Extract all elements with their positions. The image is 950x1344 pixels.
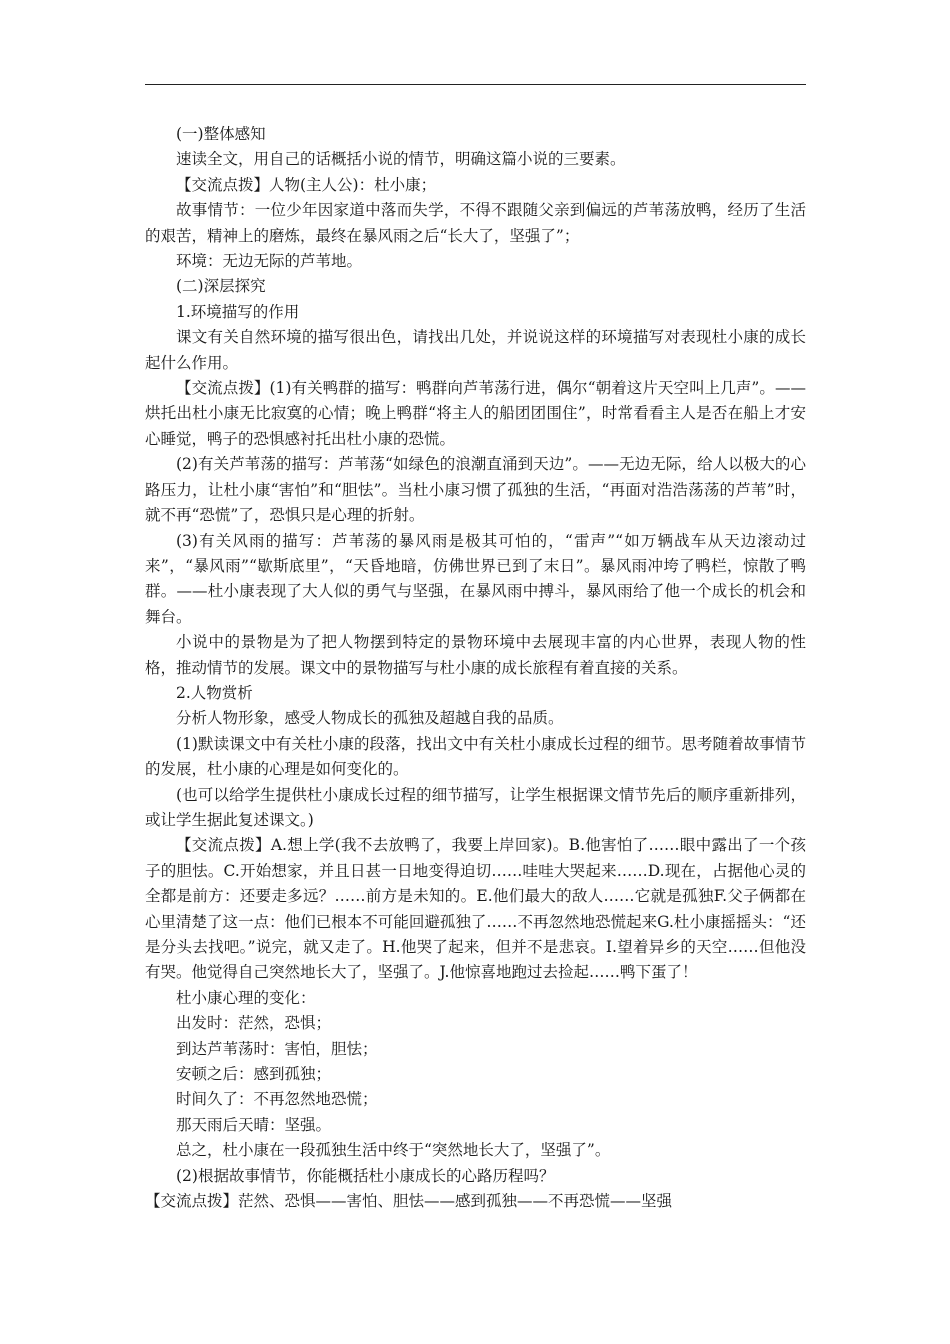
paragraph: 环境：无边无际的芦苇地。 bbox=[176, 252, 363, 271]
paragraph: 【交流点拨】茫然、恐惧——害怕、胆怯——感到孤独——不再恐慌——坚强 bbox=[145, 1192, 673, 1211]
subheading-character: 2.人物赏析 bbox=[176, 683, 253, 702]
header-rule bbox=[145, 84, 806, 85]
paragraph: (也可以给学生提供杜小康成长过程的细节描写，让学生根据课文情节先后的顺序重新排列，或让学生据此复述课文。) bbox=[145, 785, 806, 829]
paragraph: 【交流点拨】(1)有关鸭群的描写：鸭群向芦苇荡行进，偶尔“朝着这片天空叫上几声”。——烘托出杜小康无比寂寞的心情；晚上鸭群“将主人的船团团围住”，时常看看主人是否在船上才安心睡觉，鸭子的恐惧感衬托出杜小康的恐慌。 bbox=[145, 379, 806, 448]
list-item: 出发时：茫然，恐惧； bbox=[176, 1014, 332, 1033]
paragraph: 【交流点拨】人物(主人公)：杜小康； bbox=[176, 175, 437, 194]
subheading-environment: 1.环境描写的作用 bbox=[176, 302, 300, 321]
paragraph: 课文有关自然环境的描写很出色，请找出几处，并说说这样的环境描写对表现杜小康的成长起什么作用。 bbox=[145, 328, 806, 372]
paragraph: 杜小康心理的变化： bbox=[176, 988, 316, 1007]
section-heading-deep: (二)深层探究 bbox=[176, 277, 266, 296]
list-item: 时间久了：不再忽然地恐慌； bbox=[176, 1090, 378, 1109]
document-body bbox=[145, 122, 806, 1214]
paragraph: (3)有关风雨的描写：芦苇荡的暴风雨是极其可怕的，“雷声”“如万辆战车从天边滚动过来”，“暴风雨”“歇斯底里”，“天昏地暗，仿佛世界已到了末日”。暴风雨冲垮了鸭栏，惊散了鸭群。——杜小康表现了大人似的勇气与坚强，在暴风雨中搏斗，暴风雨给了他一个成长的机会和舞台。 bbox=[145, 531, 806, 626]
paragraph: (2)根据故事情节，你能概括杜小康成长的心路历程吗？ bbox=[176, 1166, 555, 1185]
list-item: 那天雨后天晴：坚强。 bbox=[176, 1115, 332, 1134]
paragraph: 【交流点拨】A.想上学(我不去放鸭了，我要上岸回家)。B.他害怕了……眼中露出了一个孩子的胆怯。C.开始想家，并且日甚一日地变得迫切……哇哇大哭起来……D.现在，占据他心灵的全都是前方：还要走多远？……前方是未知的。E.他们最大的敌人……它就是孤独F.父子俩都在心里清楚了这一点：他们已根本不可能回避孤独了……不再忽然地恐慌起来G.杜小康摇摇头：“还是分头去找吧。”说完，就又走了。H.他哭了起来，但并不是悲哀。I.望着异乡的天空……但他没有哭。他觉得自己突然地长大了，坚强了。J.他惊喜地跑过去捡起……鸭下蛋了！ bbox=[145, 836, 806, 982]
list-item: 安顿之后：感到孤独； bbox=[176, 1065, 332, 1084]
paragraph: 分析人物形象，感受人物成长的孤独及超越自我的品质。 bbox=[176, 709, 564, 728]
list-item: 到达芦苇荡时：害怕，胆怯； bbox=[176, 1039, 378, 1058]
paragraph: 故事情节：一位少年因家道中落而失学，不得不跟随父亲到偏远的芦苇荡放鸭，经历了生活的艰苦，精神上的磨炼，最终在暴风雨之后“长大了，坚强了”； bbox=[145, 201, 806, 245]
paragraph: 速读全文，用自己的话概括小说的情节，明确这篇小说的三要素。 bbox=[176, 150, 626, 169]
paragraph: (2)有关芦苇荡的描写：芦苇荡“如绿色的浪潮直涌到天边”。——无边无际，给人以极大的心路压力，让杜小康“害怕”和“胆怯”。当杜小康习惯了孤独的生活，“再面对浩浩荡荡的芦苇”时，就不再“恐慌”了，恐惧只是心理的折射。 bbox=[145, 455, 806, 525]
paragraph: 总之，杜小康在一段孤独生活中终于“突然地长大了，坚强了”。 bbox=[176, 1141, 611, 1160]
section-heading-overall: (一)整体感知 bbox=[176, 125, 266, 143]
paragraph: (1)默读课文中有关杜小康的段落，找出文中有关杜小康成长过程的细节。思考随着故事情节的发展，杜小康的心理是如何变化的。 bbox=[145, 734, 806, 779]
paragraph: 小说中的景物是为了把人物摆到特定的景物环境中去展现丰富的内心世界，表现人物的性格，推动情节的发展。课文中的景物描写与杜小康的成长旅程有着直接的关系。 bbox=[145, 633, 806, 677]
